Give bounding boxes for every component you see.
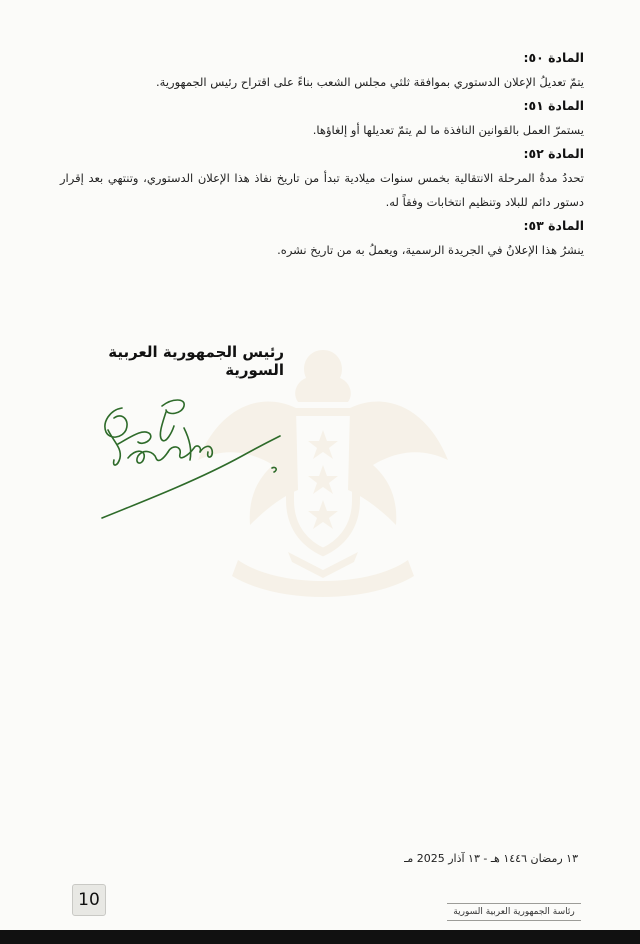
article-title: المادة ٥١: — [523, 98, 584, 113]
article-53 — [60, 214, 584, 262]
article-title: المادة ٥٢: — [523, 146, 584, 161]
date-line: ١٣ رمضان ١٤٤٦ هـ - ١٣ آذار 2025 مـ — [404, 852, 578, 865]
footer-label: رئاسة الجمهورية العربية السورية — [447, 903, 581, 921]
article-51 — [60, 94, 584, 142]
page-number: 10 — [72, 884, 106, 916]
handwritten-signature — [92, 388, 292, 528]
article-title: المادة ٥٠: — [523, 50, 584, 65]
article-body: يتمّ تعديلُ الإعلان الدستوري بموافقة ثلثي مجلس الشعب بناءً على اقتراح رئيس الجمهورية. — [156, 75, 584, 89]
signatory-title: رئيس الجمهورية العربية السورية — [108, 343, 284, 379]
bottom-bar — [0, 930, 640, 944]
article-50 — [60, 46, 584, 94]
article-title: المادة ٥٣: — [523, 218, 584, 233]
articles-section — [60, 46, 584, 262]
article-body: يستمرّ العمل بالقوانين النافذة ما لم يتمّ تعديلها أو إلغاؤها. — [312, 123, 584, 137]
article-body: تحددُ مدةُ المرحلة الانتقالية بخمس سنوات ميلادية تبدأ من تاريخ نفاذ هذا الإعلان الدستوري، وتنتهي بعد إقرار دستور دائم للبلاد وتنظيم انتخابات وفقاً له. — [60, 171, 584, 209]
article-body: ينشرُ هذا الإعلانُ في الجريدة الرسمية، ويعملُ به من تاريخ نشره. — [277, 243, 584, 257]
article-52 — [60, 142, 584, 214]
